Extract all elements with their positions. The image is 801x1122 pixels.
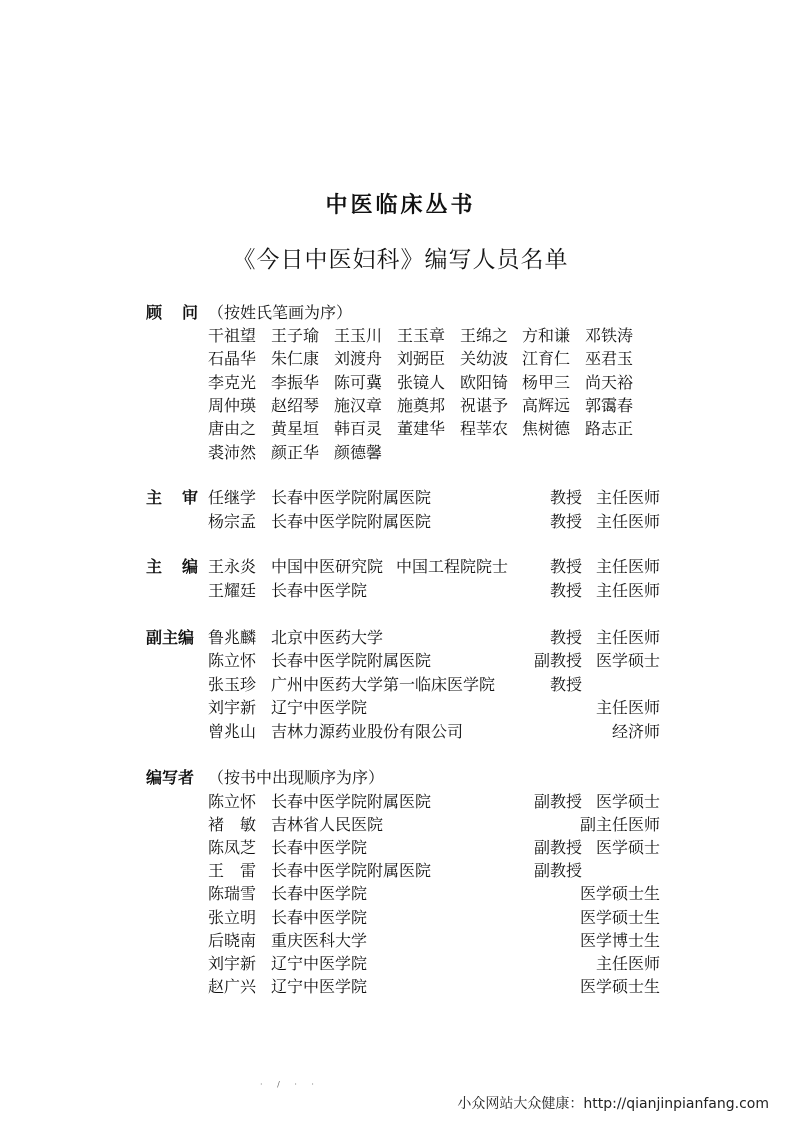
- person-degree: 主任医师: [595, 953, 660, 973]
- person-row: [0, 815, 801, 835]
- person-name: 鲁兆麟: [208, 628, 257, 647]
- person-title: 教授: [549, 488, 582, 507]
- person-institution: 中国中医研究院: [271, 557, 384, 576]
- person-institution: 辽宁中医学院: [271, 698, 368, 718]
- person-row: [0, 954, 801, 974]
- advisor-name: 杨甲三: [522, 372, 571, 392]
- writers-label: [146, 768, 198, 788]
- book-title: 《今日中医妇科》编写人员名单: [232, 247, 569, 273]
- advisor-name: 黄星垣: [271, 419, 320, 439]
- person-degree: 医学硕士生: [579, 976, 660, 996]
- advisor-name: 江育仁: [522, 349, 571, 369]
- deputy-editors-label-char: 副主编: [146, 628, 195, 647]
- person-institution: 长春中医学院附属医院: [271, 488, 432, 507]
- person-row: [0, 512, 801, 532]
- advisor-name: 刘渡舟: [334, 349, 383, 369]
- person-degree: 主任医师: [595, 511, 660, 531]
- advisors-note: （按姓氏笔画为序）: [208, 303, 353, 322]
- person-degree: 医学硕士: [595, 651, 660, 671]
- person-degree: 主任医师: [595, 557, 660, 576]
- advisor-name: 王子瑜: [271, 326, 320, 345]
- person-row: [0, 931, 801, 951]
- writers-note: （按书中出现顺序为序）: [208, 768, 385, 787]
- person-row: [0, 908, 801, 928]
- person-row: [0, 698, 801, 718]
- person-row: [0, 722, 801, 742]
- person-degree: 副主任医师: [579, 815, 660, 835]
- person-name: 后晓南: [208, 930, 257, 950]
- person-degree: 主任医师: [595, 698, 660, 718]
- person-name: 刘宇新: [208, 953, 257, 973]
- advisor-name: 邓铁涛: [585, 326, 634, 345]
- advisor-name: 李克光: [208, 372, 257, 392]
- person-institution: 辽宁中医学院: [271, 976, 368, 996]
- advisor-name: 陈可冀: [334, 372, 383, 392]
- person-row: [0, 651, 801, 671]
- advisor-name: 干祖望: [208, 326, 257, 345]
- advisor-name: 王玉章: [397, 326, 446, 345]
- advisor-name: 朱仁康: [271, 349, 320, 369]
- person-name: 任继学: [208, 488, 257, 507]
- person-name: 杨宗孟: [208, 511, 257, 531]
- advisor-name: 刘弼臣: [397, 349, 446, 369]
- footer-watermark: 小众网站大众健康：http://qianjinpianfang.com: [457, 1096, 769, 1112]
- person-row: [0, 792, 801, 812]
- advisor-name: 高辉远: [522, 395, 571, 415]
- person-degree: 主任医师: [595, 628, 660, 647]
- name-char: 王: [208, 861, 225, 881]
- person-row: [0, 884, 801, 904]
- person-name: 王耀廷: [208, 580, 257, 600]
- advisor-name: 焦树德: [522, 419, 571, 439]
- person-institution: 辽宁中医学院: [271, 953, 368, 973]
- advisor-name: 王玉川: [334, 326, 383, 345]
- advisors-label-char: 问: [181, 303, 198, 322]
- person-title: 教授: [549, 580, 582, 600]
- advisor-name: 尚天裕: [585, 372, 634, 392]
- name-char: 褚: [208, 815, 225, 835]
- person-title: 副教授: [533, 838, 582, 858]
- person-institution: 长春中医学院: [271, 884, 368, 904]
- person-row: [0, 488, 801, 508]
- person-title: 教授: [549, 511, 582, 531]
- advisor-name: 石晶华: [208, 349, 257, 369]
- advisor-name: 施奠邦: [397, 395, 446, 415]
- writers-label-char: 编写者: [146, 768, 195, 787]
- advisor-name: 颜德馨: [334, 442, 383, 462]
- advisor-name: 董建华: [397, 419, 446, 439]
- advisor-name: 路志正: [585, 419, 634, 439]
- person-row: [0, 675, 801, 695]
- person-row: [0, 977, 801, 997]
- person-institution: 长春中医学院: [271, 838, 368, 858]
- person-title: 副教授: [533, 861, 582, 881]
- series-title: 中医临床丛书: [325, 193, 476, 218]
- name-char: 雷: [239, 861, 256, 881]
- advisor-name: 韩百灵: [334, 419, 383, 439]
- advisor-name: 方和谦: [522, 326, 571, 345]
- advisor-name: 裘沛然: [208, 442, 257, 462]
- person-row: [0, 838, 801, 858]
- advisor-name: 周仲瑛: [208, 395, 257, 415]
- person-name: 曾兆山: [208, 721, 257, 741]
- person-institution: 广州中医药大学第一临床医学院: [271, 674, 496, 694]
- person-name: 刘宇新: [208, 698, 257, 718]
- person-institution: 长春中医学院: [271, 580, 368, 600]
- person-institution: 长春中医学院附属医院: [271, 792, 432, 811]
- person-name: [208, 861, 256, 881]
- person-name: 赵广兴: [208, 976, 257, 996]
- person-degree: 医学硕士生: [579, 884, 660, 904]
- advisor-name: 唐由之: [208, 419, 257, 439]
- person-degree: 医学博士生: [579, 930, 660, 950]
- person-degree: 经济师: [611, 721, 660, 741]
- advisors-label-char: 顾: [146, 303, 163, 322]
- person-degree: 主任医师: [595, 488, 660, 507]
- reviewers-label-char: 审: [181, 488, 198, 507]
- person-title: 副教授: [533, 792, 582, 811]
- person-row: [0, 628, 801, 648]
- chief-editors-label-char: 编: [181, 557, 198, 576]
- person-institution: 长春中医学院附属医院: [271, 511, 432, 531]
- person-extra: 中国工程院院士: [396, 557, 509, 576]
- person-row: [0, 861, 801, 881]
- advisor-name: 张镜人: [397, 372, 446, 392]
- person-name: 张立明: [208, 907, 257, 927]
- person-title: 教授: [549, 674, 582, 694]
- person-title: 教授: [549, 628, 582, 647]
- person-row: [0, 581, 801, 601]
- person-title: 副教授: [533, 651, 582, 671]
- advisor-name: 颜正华: [271, 442, 320, 462]
- person-name: [208, 815, 256, 835]
- person-degree: 主任医师: [595, 580, 660, 600]
- person-institution: 长春中医学院: [271, 907, 368, 927]
- advisor-name: 关幼波: [460, 349, 509, 369]
- advisor-name: 李振华: [271, 372, 320, 392]
- person-name: 陈立怀: [208, 651, 257, 671]
- person-name: 张玉珍: [208, 674, 257, 694]
- person-row: [0, 557, 801, 577]
- advisor-name: 施汉章: [334, 395, 383, 415]
- advisors-label: [146, 303, 198, 323]
- person-institution: 重庆医科大学: [271, 930, 368, 950]
- person-institution: 吉林力源药业股份有限公司: [271, 721, 464, 741]
- person-institution: 长春中医学院附属医院: [271, 651, 432, 671]
- person-name: 陈凤芝: [208, 838, 257, 858]
- person-name: 陈瑞雪: [208, 884, 257, 904]
- person-name: 王永炎: [208, 557, 257, 576]
- name-char: 敏: [239, 815, 256, 835]
- chief-editors-label-char: 主: [146, 557, 163, 576]
- person-institution: 长春中医学院附属医院: [271, 861, 432, 881]
- advisor-name: 赵绍琴: [271, 395, 320, 415]
- person-title: 教授: [549, 557, 582, 576]
- advisor-name: 王绵之: [460, 326, 509, 345]
- advisor-name: 祝谌予: [460, 395, 509, 415]
- advisor-name: 郭霭春: [585, 395, 634, 415]
- person-institution: 北京中医药大学: [271, 628, 384, 647]
- advisor-name: 程莘农: [460, 419, 509, 439]
- advisor-name: 巫君玉: [585, 349, 634, 369]
- person-name: 陈立怀: [208, 792, 257, 811]
- advisor-name: 欧阳锜: [460, 372, 509, 392]
- reviewers-label-char: 主: [146, 488, 163, 507]
- person-degree: 医学硕士: [595, 838, 660, 858]
- scan-specks: · / · ·: [260, 1080, 320, 1089]
- person-institution: 吉林省人民医院: [271, 815, 384, 835]
- person-degree: 医学硕士生: [579, 907, 660, 927]
- person-degree: 医学硕士: [595, 792, 660, 811]
